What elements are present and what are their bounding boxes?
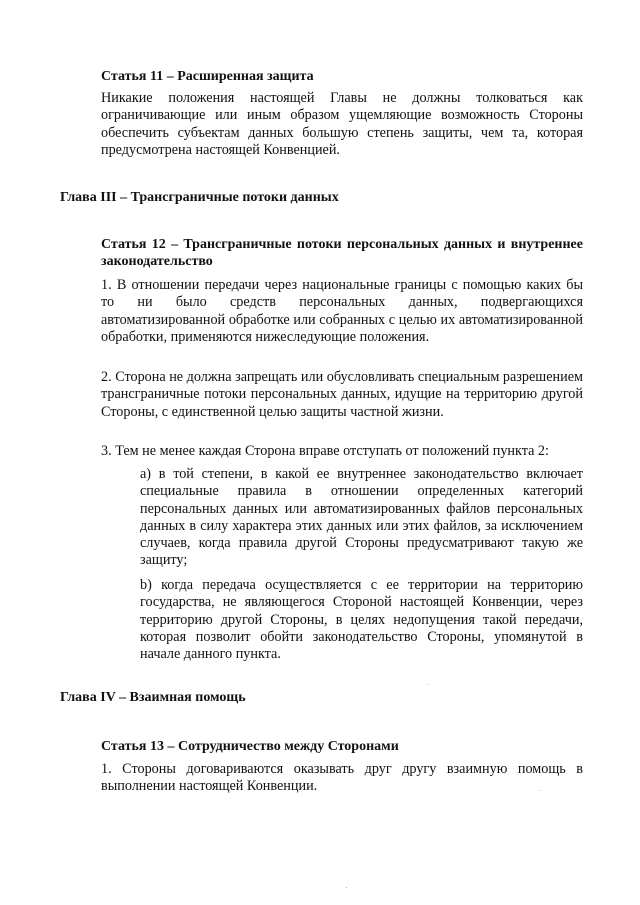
scan-speck [346,887,347,888]
article-13-paragraph-1: 1. Стороны договариваются оказывать друг другу взаимную помощь в выполнении настоящей Конвенции. [101,761,583,795]
article-12-title: Статья 12 – Трансграничные потоки персональных данных и внутреннее законодательство [101,237,583,269]
article-12-paragraph-1: 1. В отношении передачи через национальные границы с помощью каких бы то ни было средств персональных данных, подвергающихся автоматизированной обработке или собранных с целью их автоматизированной обработки, применяются нижеследующие положения. [101,277,583,345]
article-11-text: Никакие положения настоящей Главы не должны толковаться как ограничивающие или иным образом ущемляющие возможность Стороны обеспечить субъектам данных большую степень защиты, чем та, которая предусмотрена настоящей Конвенцией. [101,90,583,158]
article-11-title: Статья 11 – Расширенная защита [101,69,314,84]
article-12-subparagraph-b: b) когда передача осуществляется с ее территории на территорию государства, не являющегося Стороной настоящей Конвенции, через территорию другой Стороны, в целях недопущения такой передачи, которая позволит обойти законодательство Стороны, упомянутой в начале данного пункта. [140,577,583,663]
scan-speck [540,790,541,791]
article-12-paragraph-3: 3. Тем не менее каждая Сторона вправе отступать от положений пункта 2: [101,443,549,459]
article-12-subparagraph-a: a) в той степени, в какой ее внутреннее законодательство включает специальные правила в отношении определенных категорий персональных данных или автоматизированных файлов персональных данных в силу характера этих данных или этих файлов, за исключением случаев, когда правила другой Стороны предусматривают такую же защиту; [140,466,583,569]
chapter-3-title: Глава III – Трансграничные потоки данных [60,190,339,205]
article-12-paragraph-2: 2. Сторона не должна запрещать или обусловливать специальным разрешением трансграничные потоки персональных данных, идущие на территорию другой Стороны, с единственной целью защиты частной жизни. [101,369,583,420]
article-13-title: Статья 13 – Сотрудничество между Сторонами [101,739,399,754]
scan-speck [428,684,429,685]
chapter-4-title: Глава IV – Взаимная помощь [60,690,246,705]
